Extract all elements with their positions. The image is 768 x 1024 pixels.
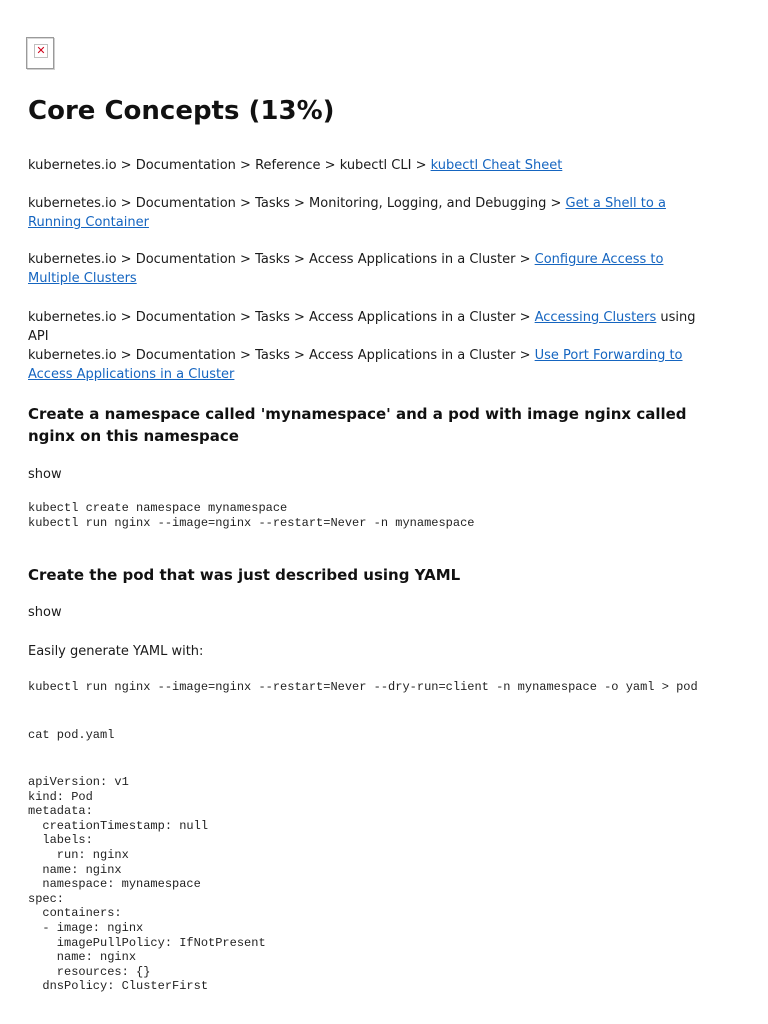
breadcrumb-port-forwarding xyxy=(28,346,718,384)
breadcrumb-get-shell xyxy=(28,194,718,232)
broken-image-x-icon: ✕ xyxy=(34,44,48,58)
code-block-cat: cat pod.yaml xyxy=(28,728,115,742)
breadcrumb-path: kubernetes.io > Documentation > Tasks > Monitoring, Logging, and Debugging > xyxy=(28,196,566,211)
broken-image-icon xyxy=(26,37,54,69)
breadcrumb-path: kubernetes.io > Documentation > Tasks > Access Applications in a Cluster > xyxy=(28,252,535,267)
page-title: Core Concepts (13%) xyxy=(28,96,335,126)
link-use-port-forwarding[interactable]: Use Port Forwarding to Access Applications in a Cluster xyxy=(28,348,683,382)
breadcrumb-kubectl-cheat-sheet xyxy=(28,156,718,175)
link-accessing-clusters[interactable]: Accessing Clusters xyxy=(534,310,657,325)
breadcrumb-path: kubernetes.io > Documentation > Tasks > Access Applications in a Cluster > xyxy=(28,348,535,363)
breadcrumb-path: kubernetes.io > Documentation > Tasks > Access Applications in a Cluster > xyxy=(28,310,535,325)
show-toggle-2[interactable]: show xyxy=(28,605,62,620)
breadcrumb-configure-access xyxy=(28,250,718,288)
question-heading-1: Create a namespace called 'mynamespace' and a pod with image nginx called nginx on this namespace xyxy=(28,405,687,445)
breadcrumb-path: kubernetes.io > Documentation > Reference > kubectl CLI > xyxy=(28,158,431,173)
breadcrumb-suffix: using API xyxy=(28,310,696,344)
link-kubectl-cheat-sheet[interactable]: kubectl Cheat Sheet xyxy=(430,158,563,173)
link-configure-access-multiple-clusters[interactable]: Configure Access to Multiple Clusters xyxy=(28,252,664,286)
code-block-dry-run: kubectl run nginx --image=nginx --restart=Never --dry-run=client -n mynamespace -o yaml > pod xyxy=(28,680,698,694)
code-block-1: kubectl create namespace mynamespace kubectl run nginx --image=nginx --restart=Never -n mynamespace xyxy=(28,501,475,530)
show-toggle-1[interactable]: show xyxy=(28,467,62,482)
link-get-shell-running-container[interactable]: Get a Shell to a Running Container xyxy=(28,196,666,230)
question-heading-2: Create the pod that was just described using YAML xyxy=(28,566,461,584)
code-block-yaml: apiVersion: v1 kind: Pod metadata: creationTimestamp: null labels: run: nginx name: nginx namespace: mynamespace spec: containers: - image: nginx imagePullPolicy: IfNotPresent name: nginx resources: {} dnsPolicy: ClusterFirst xyxy=(28,775,266,994)
generate-yaml-intro: Easily generate YAML with: xyxy=(28,644,204,659)
breadcrumb-accessing-clusters xyxy=(28,308,718,346)
